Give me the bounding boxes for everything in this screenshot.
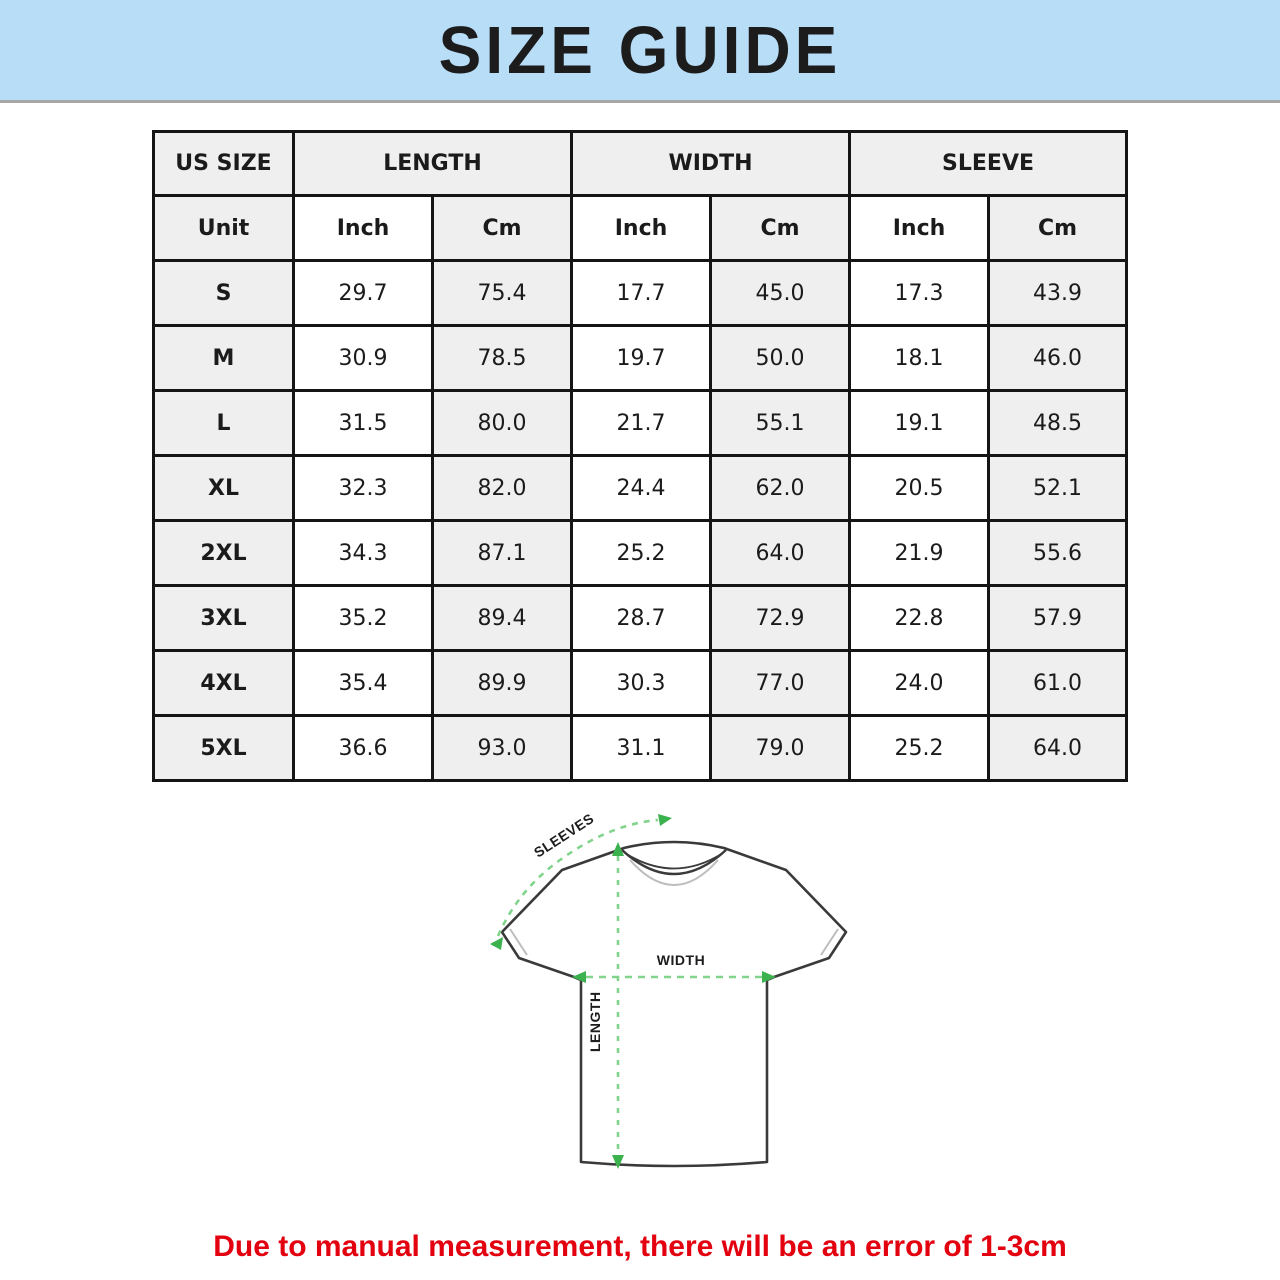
- table-cell: 18.1: [850, 326, 989, 391]
- table-cell: 19.1: [850, 391, 989, 456]
- col-header-length: LENGTH: [294, 132, 572, 196]
- table-cell: 24.4: [572, 456, 711, 521]
- size-row-2xl: [154, 521, 1127, 586]
- table-cell: 35.4: [294, 651, 433, 716]
- size-label: 4XL: [154, 651, 294, 716]
- table-cell: 57.9: [989, 586, 1127, 651]
- unit-cm: Cm: [433, 196, 572, 261]
- table-cell: 78.5: [433, 326, 572, 391]
- table-cell: 89.4: [433, 586, 572, 651]
- table-cell: 31.5: [294, 391, 433, 456]
- unit-cm: Cm: [711, 196, 850, 261]
- table-cell: 25.2: [850, 716, 989, 781]
- table-cell: 25.2: [572, 521, 711, 586]
- table-cell: 43.9: [989, 261, 1127, 326]
- width-label: WIDTH: [656, 952, 706, 968]
- table-cell: 46.0: [989, 326, 1127, 391]
- table-cell: 21.9: [850, 521, 989, 586]
- table-cell: 17.7: [572, 261, 711, 326]
- table-cell: 77.0: [711, 651, 850, 716]
- table-cell: 48.5: [989, 391, 1127, 456]
- table-cell: 31.1: [572, 716, 711, 781]
- table-cell: 75.4: [433, 261, 572, 326]
- size-label: 2XL: [154, 521, 294, 586]
- table-cell: 36.6: [294, 716, 433, 781]
- size-label: S: [154, 261, 294, 326]
- table-cell: 19.7: [572, 326, 711, 391]
- unit-inch: Inch: [572, 196, 711, 261]
- size-row-3xl: [154, 586, 1127, 651]
- table-cell: 64.0: [989, 716, 1127, 781]
- unit-inch: Inch: [850, 196, 989, 261]
- page-title: SIZE GUIDE: [438, 12, 842, 88]
- table-cell: 52.1: [989, 456, 1127, 521]
- table-cell: 21.7: [572, 391, 711, 456]
- table-cell: 79.0: [711, 716, 850, 781]
- header-banner: [0, 0, 1280, 103]
- group-header-row: [154, 132, 1127, 196]
- table-cell: 55.6: [989, 521, 1127, 586]
- table-cell: 89.9: [433, 651, 572, 716]
- table-cell: 80.0: [433, 391, 572, 456]
- unit-label: Unit: [154, 196, 294, 261]
- unit-inch: Inch: [294, 196, 433, 261]
- table-cell: 30.9: [294, 326, 433, 391]
- size-label: L: [154, 391, 294, 456]
- table-cell: 17.3: [850, 261, 989, 326]
- size-label: 3XL: [154, 586, 294, 651]
- size-row-s: [154, 261, 1127, 326]
- table-cell: 28.7: [572, 586, 711, 651]
- table-cell: 20.5: [850, 456, 989, 521]
- tshirt-measurement-diagram: [488, 806, 908, 1218]
- table-cell: 64.0: [711, 521, 850, 586]
- table-cell: 82.0: [433, 456, 572, 521]
- tshirt-outline: [502, 842, 846, 1166]
- size-label: XL: [154, 456, 294, 521]
- size-row-m: [154, 326, 1127, 391]
- table-cell: 29.7: [294, 261, 433, 326]
- table-cell: 24.0: [850, 651, 989, 716]
- size-label: 5XL: [154, 716, 294, 781]
- size-row-l: [154, 391, 1127, 456]
- col-header-us-size: US SIZE: [154, 132, 294, 196]
- table-cell: 87.1: [433, 521, 572, 586]
- size-row-xl: [154, 456, 1127, 521]
- table-cell: 93.0: [433, 716, 572, 781]
- table-cell: 30.3: [572, 651, 711, 716]
- col-header-width: WIDTH: [572, 132, 850, 196]
- unit-row: [154, 196, 1127, 261]
- table-cell: 35.2: [294, 586, 433, 651]
- size-row-5xl: [154, 716, 1127, 781]
- unit-cm: Cm: [989, 196, 1127, 261]
- table-cell: 72.9: [711, 586, 850, 651]
- sleeves-arrow-end-icon: [490, 937, 503, 950]
- length-label: LENGTH: [587, 991, 603, 1052]
- col-header-sleeve: SLEEVE: [850, 132, 1127, 196]
- size-label: M: [154, 326, 294, 391]
- table-cell: 32.3: [294, 456, 433, 521]
- size-chart-table: [152, 130, 1128, 782]
- sleeves-label: SLEEVES: [530, 810, 597, 861]
- table-cell: 45.0: [711, 261, 850, 326]
- table-cell: 22.8: [850, 586, 989, 651]
- sleeves-arrow-start-icon: [658, 814, 672, 826]
- measurement-note: Due to manual measurement, there will be an error of 1-3cm: [213, 1230, 1067, 1263]
- size-row-4xl: [154, 651, 1127, 716]
- table-cell: 61.0: [989, 651, 1127, 716]
- table-cell: 62.0: [711, 456, 850, 521]
- table-cell: 50.0: [711, 326, 850, 391]
- table-cell: 34.3: [294, 521, 433, 586]
- table-cell: 55.1: [711, 391, 850, 456]
